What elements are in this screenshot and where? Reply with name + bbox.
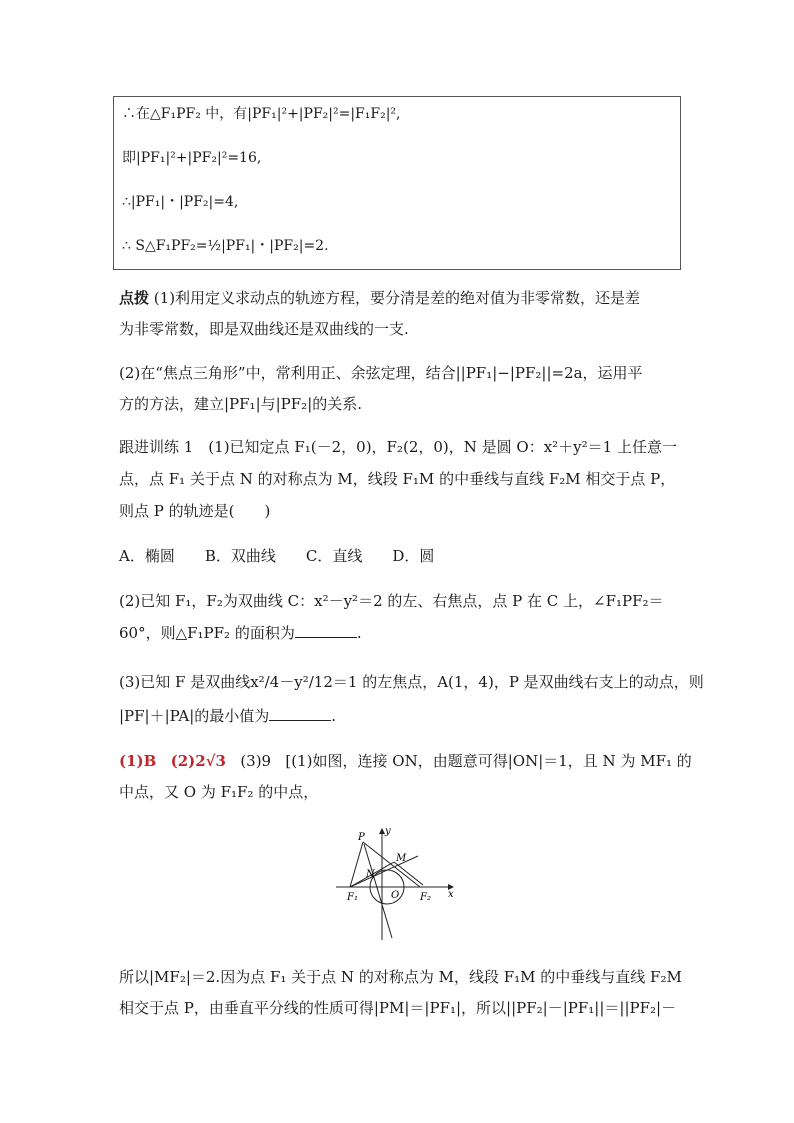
hyperbola-figure	[330, 826, 460, 942]
exercise-q3-line-1: (3)已知 F 是双曲线x²/4－y²/12＝1 的左焦点，A(1，4)，P 是双曲线右支上的动点，则	[119, 673, 704, 691]
label-F1: F₁	[347, 892, 358, 903]
answer-blank	[295, 636, 357, 638]
exercise-options: A．椭圆 B．双曲线 C．直线 D．圆	[119, 547, 435, 565]
exercise-q3-suffix: .	[331, 707, 337, 725]
exercise-q1-line-1: 跟进训练 1 (1)已知定点 F₁(－2，0)，F₂(2，0)，N 是圆 O：x²＋y²＝1 上任意一	[119, 438, 677, 456]
exercise-q3-line-2	[119, 705, 336, 726]
answer-line-1	[119, 750, 692, 771]
solution-line-1: ∴在△F₁PF₂ 中，有|PF₁|²+|PF₂|²=|F₁F₂|²,	[122, 106, 401, 122]
exercise-q2-line-2	[119, 622, 362, 643]
exercise-q1-line-2: 点，点 F₁ 关于点 N 的对称点为 M，线段 F₁M 的中垂线与直线 F₂M 相交于点 P，	[119, 470, 676, 488]
exercise-q3-prefix: |PF|＋|PA|的最小值为	[119, 707, 270, 725]
answer-3: (3)9	[240, 752, 272, 770]
exercise-q2-line-1: (2)已知 F₁，F₂为双曲线 C：x²－y²＝2 的左、右焦点，点 P 在 C 上，∠F₁PF₂＝	[119, 592, 664, 610]
label-N: N	[366, 869, 375, 880]
line-F1-extended	[350, 856, 418, 887]
tips-paragraph-2-line-1: (2)在“焦点三角形”中，常利用正、余弦定理，结合||PF₁|−|PF₂||=2a，运用平	[119, 364, 643, 382]
exercise-q2-suffix: .	[356, 624, 362, 642]
solution-line-4: ∴ S△F₁PF₂=½|PF₁|・|PF₂|=2.	[122, 238, 329, 254]
tips-paragraph-1-line-1	[119, 287, 640, 308]
tips-paragraph-2-line-2: 方的方法，建立|PF₁|与|PF₂|的关系.	[119, 395, 363, 413]
solution-line-2: 即|PF₁|²+|PF₂|²=16,	[122, 150, 262, 166]
label-P: P	[358, 832, 365, 843]
tips-paragraph-1-line-2: 为非零常数，即是双曲线还是双曲线的一支.	[119, 320, 409, 338]
label-O: O	[391, 890, 400, 901]
line-MF2	[394, 862, 423, 885]
solution-box	[113, 96, 681, 270]
perpendicular-bisector	[364, 844, 392, 938]
answer-blank	[269, 719, 331, 721]
label-x: x	[448, 889, 454, 900]
answer-explanation-start: [(1)如图，连接 ON，由题意可得|ON|＝1，且 N 为 MF₁ 的	[285, 752, 692, 770]
exercise-q2-prefix: 60°，则△F₁PF₂ 的面积为	[119, 624, 295, 642]
solution-line-3: ∴|PF₁|・|PF₂|=4,	[122, 194, 239, 210]
label-y: y	[385, 826, 391, 837]
label-M: M	[396, 853, 407, 864]
tips-label: 点拨	[119, 289, 150, 307]
tips-p1-text: (1)利用定义求动点的轨迹方程，要分清是差的绝对值为非零常数，还是差	[153, 289, 641, 307]
answer-1: (1)B	[119, 752, 157, 770]
exercise-q1-line-3: 则点 P 的轨迹是( )	[119, 502, 271, 520]
answer-line-3: 所以|MF₂|＝2.因为点 F₁ 关于点 N 的对称点为 M，线段 F₁M 的中垂线与直线 F₂M	[119, 968, 682, 986]
answer-2: (2)2√3	[170, 752, 226, 770]
label-F2: F₂	[420, 892, 431, 903]
answer-line-4: 相交于点 P，由垂直平分线的性质可得|PM|＝|PF₁|，所以||PF₂|－|PF₁||＝||PF₂|－	[119, 999, 677, 1017]
answer-line-2: 中点，又 O 为 F₁F₂ 的中点，	[119, 783, 319, 801]
